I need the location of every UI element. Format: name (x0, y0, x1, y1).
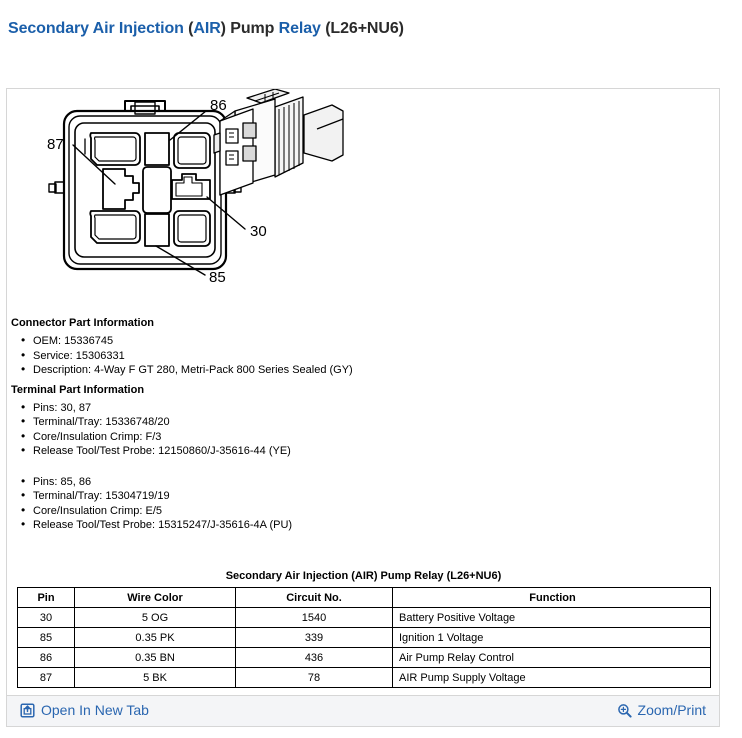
terminal-part-information-group-1 (11, 399, 711, 465)
list-item: • Terminal/Tray: 15336748/20 (33, 415, 711, 430)
cell-pin: 85 (18, 628, 75, 648)
list-item: • Core/Insulation Crimp: E/5 (33, 504, 711, 519)
column-header-wire-color: Wire Color (75, 588, 236, 608)
part-information-section (11, 317, 711, 539)
table-row (18, 608, 711, 628)
table-row (18, 628, 711, 648)
callout-30: 30 (250, 223, 267, 240)
cell-wire-color: 5 OG (75, 608, 236, 628)
cell-circuit-no: 436 (236, 648, 393, 668)
open-in-new-tab-label: Open In New Tab (41, 702, 149, 718)
list-item: • Description: 4-Way F GT 280, Metri-Pack 800 Series Sealed (GY) (33, 363, 711, 378)
column-header-pin: Pin (18, 588, 75, 608)
connector-part-information-list (11, 332, 711, 384)
list-item: • Core/Insulation Crimp: F/3 (33, 430, 711, 445)
cell-pin: 30 (18, 608, 75, 628)
page-title-part-6: (L26+NU6) (320, 20, 404, 37)
cell-function: Ignition 1 Voltage (393, 628, 711, 648)
cell-pin: 87 (18, 668, 75, 688)
page-title-part-2: ( (188, 20, 194, 37)
cell-function: Air Pump Relay Control (393, 648, 711, 668)
cell-wire-color: 5 BK (75, 668, 236, 688)
page-title-part-1: Secondary Air Injection (8, 20, 189, 37)
page-title-part-4: ) Pump (220, 20, 279, 37)
cell-circuit-no: 339 (236, 628, 393, 648)
cell-function: Battery Positive Voltage (393, 608, 711, 628)
pin-table (17, 587, 711, 688)
pin-table-section (17, 570, 710, 688)
list-item: • Terminal/Tray: 15304719/19 (33, 489, 711, 504)
cell-wire-color: 0.35 BN (75, 648, 236, 668)
list-item: • Service: 15306331 (33, 349, 711, 364)
callout-86: 86 (210, 97, 227, 114)
table-row (18, 668, 711, 688)
external-link-icon (20, 703, 35, 718)
cell-circuit-no: 1540 (236, 608, 393, 628)
list-item: • OEM: 15336745 (33, 334, 711, 349)
connector-diagram (7, 89, 720, 304)
cell-function: AIR Pump Supply Voltage (393, 668, 711, 688)
cell-circuit-no: 78 (236, 668, 393, 688)
column-header-circuit-no: Circuit No. (236, 588, 393, 608)
table-row (18, 648, 711, 668)
zoom-print-link[interactable] (617, 702, 706, 719)
document-panel (6, 88, 720, 696)
pin-table-caption: Secondary Air Injection (AIR) Pump Relay (L26+NU6) (225, 570, 502, 582)
callout-85: 85 (209, 269, 226, 286)
page-title-part-3: AIR (193, 20, 221, 37)
list-item: • Release Tool/Test Probe: 15315247/J-35616-4A (PU) (33, 518, 711, 533)
terminal-part-information-heading: Terminal Part Information (11, 383, 145, 396)
page-title (0, 0, 742, 38)
list-item: • Pins: 85, 86 (33, 475, 711, 490)
connector-part-information-heading: Connector Part Information (11, 317, 155, 329)
cell-pin: 86 (18, 648, 75, 668)
open-in-new-tab-link[interactable] (20, 702, 149, 719)
list-item: • Release Tool/Test Probe: 12150860/J-35616-44 (YE) (33, 444, 711, 459)
callout-87: 87 (47, 136, 64, 153)
list-group-separator (11, 465, 711, 473)
cell-wire-color: 0.35 PK (75, 628, 236, 648)
page-title-part-5: Relay (278, 20, 321, 37)
table-header-row (18, 588, 711, 608)
column-header-function: Function (393, 588, 711, 608)
action-bar (6, 696, 720, 727)
zoom-print-label: Zoom/Print (637, 702, 706, 718)
magnifier-plus-icon (617, 703, 632, 718)
terminal-part-information-group-2 (11, 473, 711, 539)
list-item: • Pins: 30, 87 (33, 401, 711, 416)
